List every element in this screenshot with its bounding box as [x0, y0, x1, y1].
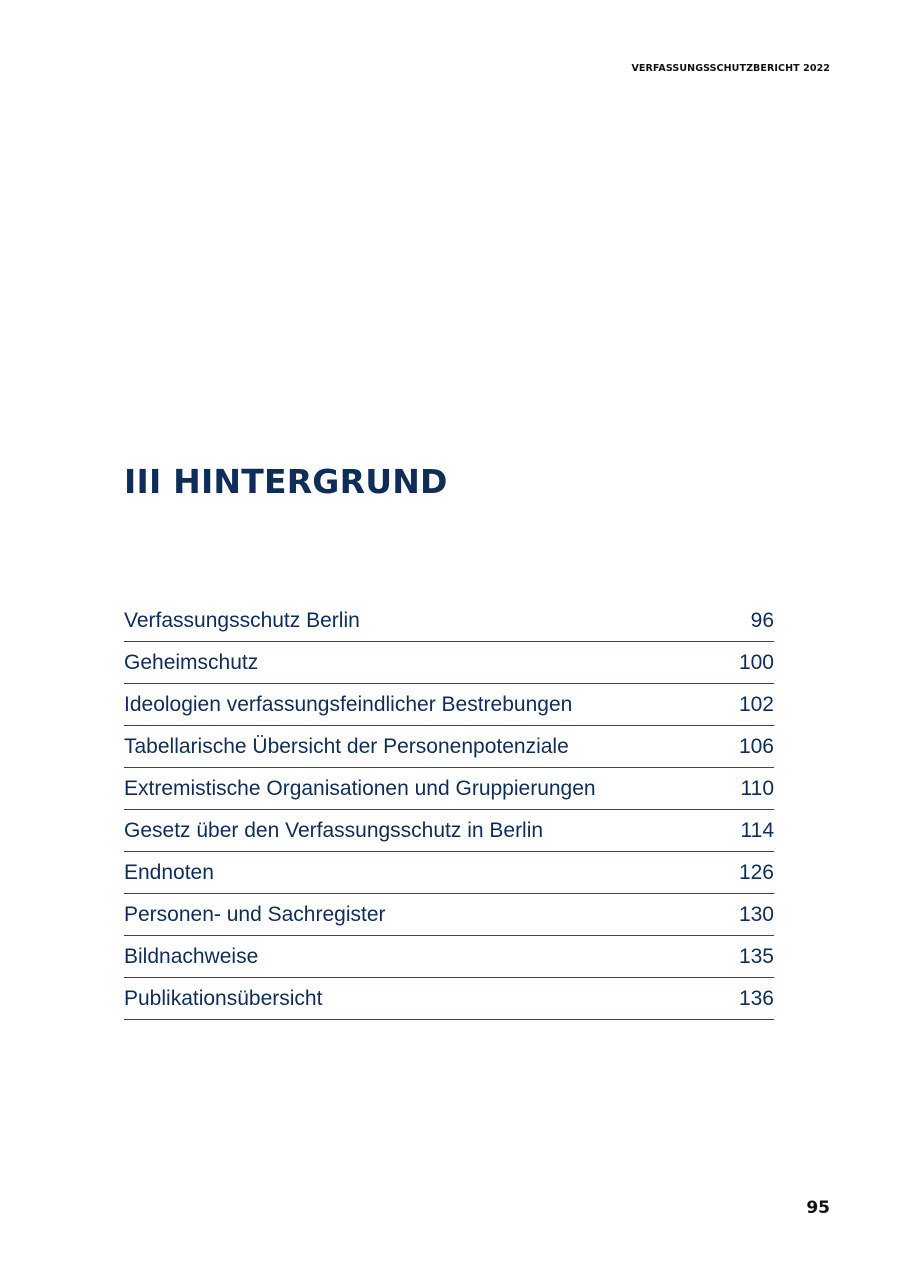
toc-entry-title: Publikationsübersicht	[124, 986, 323, 1010]
toc-entry-page: 130	[738, 902, 774, 926]
chapter-title: III HINTERGRUND	[124, 462, 448, 501]
toc-entry-page: 102	[738, 692, 774, 716]
toc-entry-page: 96	[750, 608, 774, 632]
toc-entry-title: Gesetz über den Verfassungsschutz in Berlin	[124, 818, 544, 842]
toc-entry-register[interactable]	[124, 894, 774, 936]
toc-entry-title: Verfassungsschutz Berlin	[124, 608, 360, 632]
toc-entry-page: 135	[738, 944, 774, 968]
toc-entry-publikationsuebersicht[interactable]	[124, 978, 774, 1020]
toc-entry-page: 136	[738, 986, 774, 1010]
toc-entry-title: Bildnachweise	[124, 944, 259, 968]
toc-entry-bildnachweise[interactable]	[124, 936, 774, 978]
toc-entry-page: 110	[740, 776, 774, 800]
toc-entry-organisationen[interactable]	[124, 768, 774, 810]
toc-entry-verfassungsschutz-berlin[interactable]	[124, 600, 774, 642]
running-header: VERFASSUNGSSCHUTZBERICHT 2022	[631, 63, 830, 74]
toc-entry-title: Geheimschutz	[124, 650, 259, 674]
toc-entry-gesetz[interactable]	[124, 810, 774, 852]
toc-entry-personenpotenziale[interactable]	[124, 726, 774, 768]
toc-entry-page: 126	[738, 860, 774, 884]
toc-entry-endnoten[interactable]	[124, 852, 774, 894]
toc-entry-page: 114	[740, 818, 774, 842]
toc-entry-ideologien[interactable]	[124, 684, 774, 726]
toc-entry-page: 100	[738, 650, 774, 674]
page-number: 95	[806, 1198, 830, 1218]
toc-entry-title: Tabellarische Übersicht der Personenpotenziale	[124, 734, 569, 758]
toc-entry-title: Ideologien verfassungsfeindlicher Bestrebungen	[124, 692, 573, 716]
toc-entry-title: Extremistische Organisationen und Gruppierungen	[124, 776, 596, 800]
table-of-contents	[124, 600, 774, 1020]
toc-entry-title: Personen- und Sachregister	[124, 902, 386, 926]
toc-entry-page: 106	[738, 734, 774, 758]
toc-entry-title: Endnoten	[124, 860, 214, 884]
toc-entry-geheimschutz[interactable]	[124, 642, 774, 684]
